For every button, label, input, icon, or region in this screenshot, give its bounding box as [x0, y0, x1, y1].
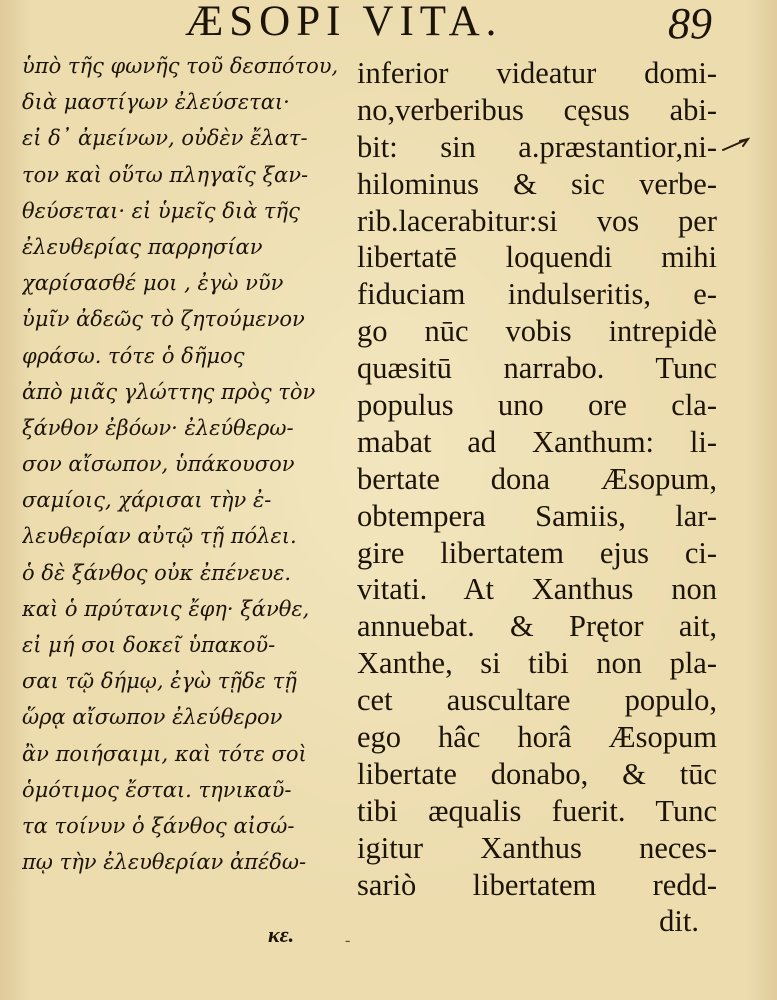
greek-line: εἰ δ᾽ ἀμείνων, οὐδὲν ἔλατ-: [22, 126, 308, 151]
greek-line: ἐλευθερίας παρρησίαν: [22, 234, 263, 259]
stray-ink-mark: -: [345, 932, 351, 949]
greek-line: ὑπὸ τῆς φωνῆς τοῦ δεσπότου,: [22, 54, 339, 78]
latin-line: go nūc vobis intrepidè: [357, 314, 717, 349]
latin-line: igitur Xanthus neces-: [357, 830, 717, 865]
margin-annotation-mark: [722, 136, 750, 152]
greek-line: τον καὶ οὕτω πληγαῖς ξαν-: [22, 162, 309, 187]
latin-line: gire libertatem ejus ci-: [357, 535, 717, 570]
greek-line: χαρίσασθέ μοι , ἐγὼ νῦν: [22, 271, 284, 296]
greek-line: ξάνθον ἐβόων· ἐλεύθερω-: [22, 415, 294, 440]
greek-line: διὰ μαστίγων ἐλεύσεται·: [22, 90, 290, 115]
latin-line: dit.: [659, 904, 699, 939]
latin-line: fiduciam indulseritis, e-: [357, 277, 717, 312]
latin-line: bit: sin a.præstantior,ni-: [357, 129, 717, 164]
latin-line: mabat ad Xanthum: li-: [357, 424, 717, 459]
latin-line: libertate donabo, & tūc: [357, 756, 717, 791]
greek-line: ὑμῖν ἀδεῶς τὸ ζητούμενον: [22, 307, 305, 332]
latin-text-column: [357, 55, 717, 940]
greek-line: ὁ δὲ ξάνθος οὐκ ἐπένευε.: [22, 560, 292, 585]
latin-line: annuebat. & Prętor ait,: [357, 609, 717, 644]
greek-line: ὁμότιμος ἔσται. τηνικαῦ-: [22, 777, 292, 802]
greek-line: πῳ τὴν ἐλευθερίαν ἀπέδω-: [22, 850, 307, 875]
latin-line: vitati. At Xanthus non: [357, 572, 717, 607]
latin-line: obtempera Samiis, lar-: [357, 498, 717, 533]
greek-line: θεύσεται· εἰ ὑμεῖς διὰ τῆς: [22, 198, 300, 223]
greek-line: σαι τῷ δήμῳ, ἐγὼ τῇδε τῇ: [22, 669, 297, 694]
greek-line: σαμίοις, χάρισαι τὴν ἐ-: [22, 488, 272, 513]
greek-line: λευθερίαν αὐτῷ τῇ πόλει.: [22, 524, 297, 549]
latin-line: quæsitū narrabo. Tunc: [357, 351, 717, 386]
greek-line: σον αἴσωπον, ὑπάκουσον: [22, 452, 295, 477]
latin-line: no,verberibus cęsus abi-: [357, 92, 717, 127]
running-title: ÆSOPI VITA.: [185, 0, 503, 45]
latin-line: rib.lacerabitur:si vos per: [357, 203, 717, 238]
latin-line: populus uno ore cla-: [357, 388, 717, 423]
greek-catchword: κε.: [268, 922, 295, 947]
greek-line: τα τοίνυν ὁ ξάνθος αἰσώ-: [22, 813, 295, 838]
latin-line: cet auscultare populo,: [357, 683, 717, 718]
latin-line: hilominus & sic verbe-: [357, 166, 717, 201]
latin-line: Xanthe, si tibi non pla-: [357, 646, 717, 681]
latin-line: inferior videatur domi-: [357, 56, 717, 90]
greek-line: ἀπὸ μιᾶς γλώττης πρὸς τὸν: [22, 379, 316, 404]
latin-line: ego hâc horâ Æsopum: [357, 720, 717, 755]
greek-line: φράσω. τότε ὁ δῆμος: [22, 343, 245, 368]
latin-line: sariò libertatem redd-: [357, 867, 717, 902]
greek-line: καὶ ὁ πρύτανις ἔφη· ξάνθε,: [22, 596, 310, 621]
latin-line: tibi æqualis fuerit. Tunc: [357, 793, 717, 828]
greek-line: ὥρᾳ αἴσωπον ἐλεύθερον: [22, 705, 283, 730]
greek-line: ἂν ποιήσαιμι, καὶ τότε σοὶ: [22, 741, 307, 766]
greek-text-column: [22, 48, 340, 880]
latin-line: libertatē loquendi mihi: [357, 240, 717, 275]
greek-line: εἰ μή σοι δοκεῖ ὑπακοῦ-: [22, 633, 276, 657]
latin-line: bertate dona Æsopum,: [357, 461, 717, 496]
page-number: 89: [668, 0, 712, 48]
